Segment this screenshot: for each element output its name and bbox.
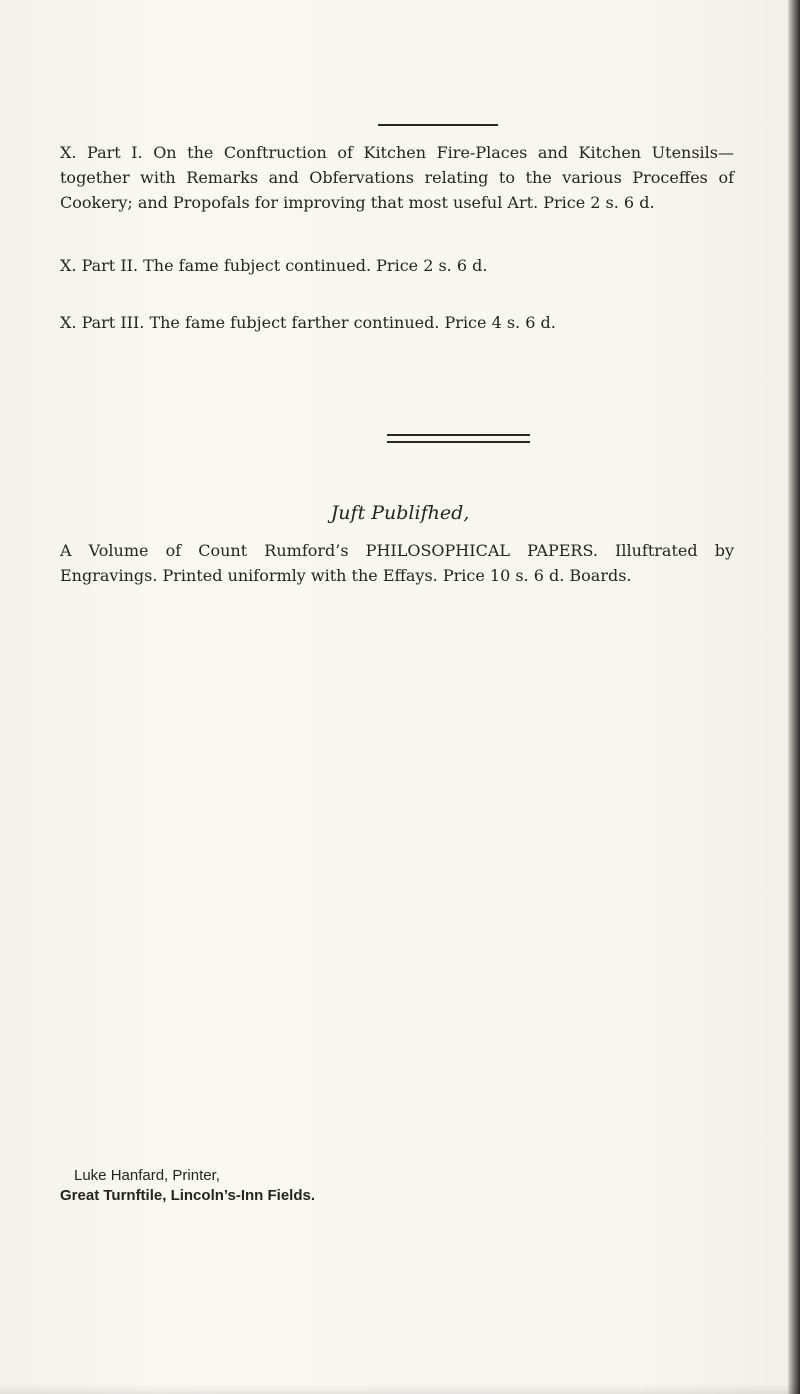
section-rule-upper [387,434,530,436]
advert-part-one-text: X. Part I. On the Conftruction of Kitchen Fire-Places and Kitchen Utensils—together with Remarks and Obfervations relating to the various Proceffes of Cookery; and Propofals for improving that most useful Art. Price 2 s. 6 d. [60,143,734,212]
just-published-heading: Juft Publifhed, [330,502,470,524]
volume-advert [60,538,734,588]
page-bottom-shadow [0,1384,800,1394]
printer-footer [60,1166,480,1206]
printer-address: Great Turnftile, Lincoln’s-Inn Fields. [60,1187,316,1204]
printer-name: Luke Hanfard, Printer, [74,1167,220,1184]
top-rule [378,124,498,126]
section-rule-lower [387,441,530,443]
page-right-edge [788,0,800,1394]
advert-part-one [60,140,734,215]
advert-part-two-text: X. Part II. The fame fubject continued. Price 2 s. 6 d. [60,256,488,275]
advert-part-three [60,310,734,335]
volume-advert-text: A Volume of Count Rumford’s PHILOSOPHICAL PAPERS. Illuftrated by Engravings. Printed uniformly with the Effays. Price 10 s. 6 d. Boards. [60,541,734,585]
advert-part-two [60,253,734,278]
advert-part-three-text: X. Part III. The fame fubject farther continued. Price 4 s. 6 d. [60,313,556,332]
